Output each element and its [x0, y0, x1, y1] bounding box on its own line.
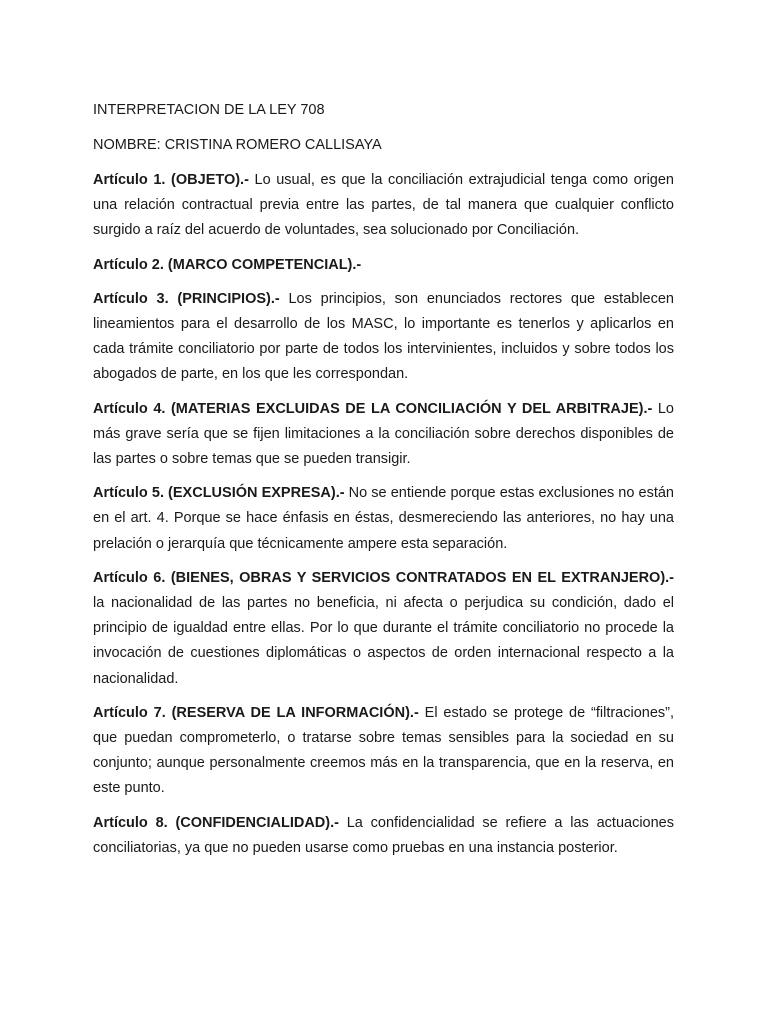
- article-body: Lo usual, es que la conciliación extrajudicial tenga como origen una relación contractual previa entre las partes, de tal manera que cualquier conflicto surgido a raíz del acuerdo de voluntades, sea solucionado por Conciliación.: [93, 172, 674, 239]
- article-body: Los principios, son enunciados rectores que establecen lineamientos para el desarrollo de los MASC, lo importante es tenerlos y aplicarlos en cada trámite conciliatorio por parte de todos los intervinientes, incluidos y sobre todos los abogados de parte, en los que les correspondan.: [93, 290, 674, 383]
- article-body: No se entiende porque estas exclusiones no están en el art. 4. Porque se hace énfasis en éstas, desmereciendo las anteriores, no hay una prelación o jerarquía que técnicamente ampere esta separación.: [93, 485, 674, 552]
- article-1: [93, 168, 674, 244]
- article-3: [93, 287, 674, 388]
- article-heading: Artículo 8. (CONFIDENCIALIDAD).-: [93, 814, 339, 831]
- article-body: El estado se protege de “filtraciones”, que puedan comprometerlo, o tratarse sobre temas sensibles para la sociedad en su conjunto; aunque personalmente creemos más en la transparencia, que en la reserva, en este punto.: [93, 704, 675, 797]
- article-2: [93, 253, 674, 278]
- article-body: la nacionalidad de las partes no beneficia, ni afecta o perjudica su condición, dado el principio de igualdad entre ellas. Por lo que durante el trámite conciliatorio no procede la invocación de cuestiones diplomáticas o aspectos de orden internacional respecto a la nacionalidad.: [93, 595, 674, 687]
- author-name: NOMBRE: CRISTINA ROMERO CALLISAYA: [93, 137, 382, 153]
- article-heading: Artículo 5. (EXCLUSIÓN EXPRESA).-: [93, 485, 345, 502]
- article-heading: Artículo 6. (BIENES, OBRAS Y SERVICIOS CONTRATADOS EN EL EXTRANJERO).-: [93, 569, 674, 586]
- article-8: [93, 811, 674, 861]
- document-page: [93, 98, 674, 870]
- article-6: [93, 566, 674, 692]
- article-heading: Artículo 4. (MATERIAS EXCLUIDAS DE LA CONCILIACIÓN Y DEL ARBITRAJE).-: [93, 400, 653, 417]
- article-body: La confidencialidad se refiere a las actuaciones conciliatorias, ya que no pueden usarse como pruebas en una instancia posterior.: [93, 814, 674, 856]
- article-body: Lo más grave sería que se fijen limitaciones a la conciliación sobre derechos disponibles de las partes o sobre temas que se pueden transigir.: [93, 400, 674, 468]
- article-heading: Artículo 7. (RESERVA DE LA INFORMACIÓN).-: [93, 704, 419, 721]
- article-heading: Artículo 2. (MARCO COMPETENCIAL).-: [93, 256, 362, 273]
- document-title: INTERPRETACION DE LA LEY 708: [93, 102, 325, 118]
- article-7: [93, 701, 674, 802]
- article-heading: Artículo 1. (OBJETO).-: [93, 172, 249, 188]
- article-5: [93, 481, 674, 557]
- article-4: [93, 397, 674, 473]
- article-heading: Artículo 3. (PRINCIPIOS).-: [93, 290, 280, 307]
